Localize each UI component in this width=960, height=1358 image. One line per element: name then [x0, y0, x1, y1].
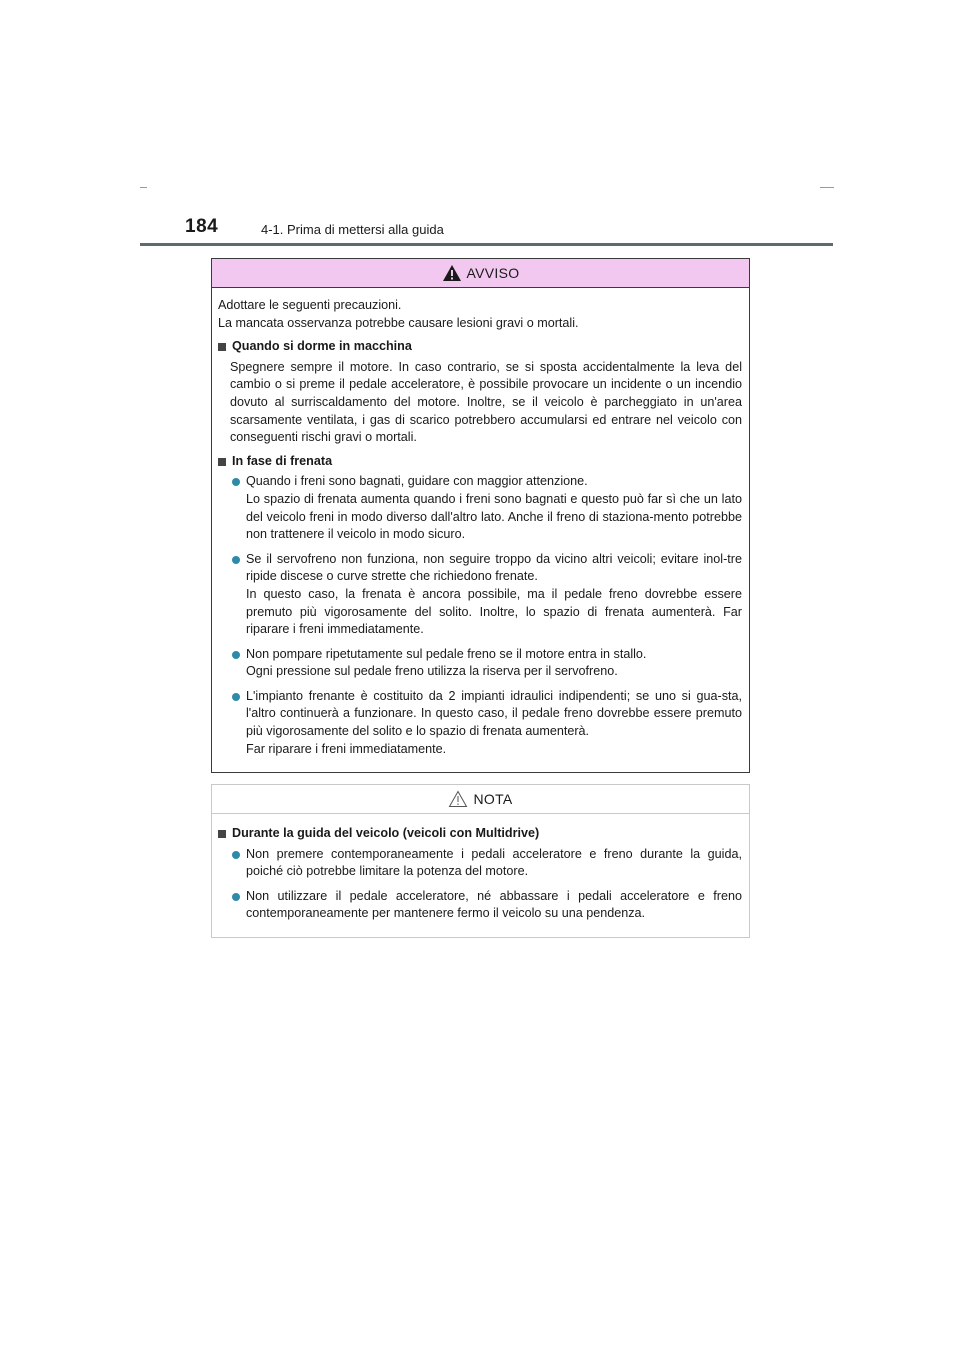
round-bullet-icon [232, 478, 240, 486]
notice-title: NOTA [473, 791, 513, 807]
caution-triangle-outline-icon [448, 790, 468, 808]
square-bullet-icon [218, 343, 226, 351]
crop-mark-left [140, 187, 147, 188]
list-item [230, 688, 742, 758]
notice-header [212, 785, 749, 814]
header-rule [140, 243, 833, 246]
warning-body [212, 288, 749, 758]
section-heading-text: In fase di frenata [232, 453, 333, 468]
warning-triangle-icon [442, 264, 462, 282]
crop-mark-right [820, 187, 834, 188]
square-bullet-icon [218, 458, 226, 466]
warning-box [211, 258, 750, 773]
round-bullet-icon [232, 851, 240, 859]
section-heading-text: Durante la guida del veicolo (veicoli con Multidrive) [232, 826, 540, 840]
bullet-line: Lo spazio di frenata aumenta quando i freni sono bagnati e questo può far sì che un lato del veicolo freni in modo diverso dall'altro lato. Anche il freno di staziona-mento potrebbe non trattenere il veicolo in modo sicuro. [246, 491, 742, 542]
intro-line: La mancata osservanza potrebbe causare lesioni gravi o mortali. [218, 315, 579, 330]
warning-title: AVVISO [466, 265, 520, 281]
round-bullet-icon [232, 693, 240, 701]
section-heading-braking [218, 453, 742, 471]
section-heading-multidrive [218, 825, 742, 843]
section-heading-text: Quando si dorme in macchina [232, 339, 412, 354]
bullet-line: In questo caso, la frenata è ancora possibile, ma il pedale freno dovrebbe essere premuto più vigorosamente del solito. Inoltre, lo spazio di frenata aumenterà. Far riparare i freni immediatamente. [246, 586, 742, 637]
warning-header [212, 259, 749, 288]
list-item [230, 888, 742, 923]
bullet-line: Quando i freni sono bagnati, guidare con maggior attenzione. [246, 474, 588, 489]
notice-body [212, 814, 749, 923]
page-number: 184 [185, 216, 219, 237]
section-text-sleeping: Spegnere sempre il motore. In caso contrario, se si sposta accidentalmente la leva del cambio o si preme il pedale acceleratore, è possibile provocare un incidente o un incendio dovuto al surriscaldamento del motore. Inoltre, se il veicolo è parcheggiato in un'area scarsamente ventilata, i gas di scarico potrebbero accumularsi ed entrare nel veicolo con conseguenti rischi gravi o mortali. [230, 359, 742, 445]
notice-box [211, 784, 750, 938]
round-bullet-icon [232, 556, 240, 564]
bullet-line: Far riparare i freni immediatamente. [246, 741, 447, 756]
bullet-line: Non pompare ripetutamente sul pedale freno se il motore entra in stallo. [246, 646, 647, 661]
warning-intro [218, 297, 742, 332]
bullet-line: Non premere contemporaneamente i pedali acceleratore e freno durante la guida, poiché ciò potrebbe limitare la potenza del motore. [246, 846, 742, 879]
page-header [185, 216, 835, 242]
intro-line: Adottare le seguenti precauzioni. [218, 298, 402, 312]
square-bullet-icon [218, 830, 226, 838]
round-bullet-icon [232, 893, 240, 901]
list-item [230, 646, 742, 681]
bullet-line: L'impianto frenante è costituito da 2 impianti idraulici indipendenti; se uno si gua-sta, l'altro continuerà a funzionare. In questo caso, il pedale freno dovrebbe essere premuto più vigorosamente del solito e lo spazio di frenata aumenterà. [246, 688, 742, 739]
list-item [230, 473, 742, 543]
list-item [230, 551, 742, 639]
round-bullet-icon [232, 651, 240, 659]
section-title: 4-1. Prima di mettersi alla guida [261, 222, 444, 237]
bullet-line: Non utilizzare il pedale acceleratore, né abbassare i pedali acceleratore e freno contemporaneamente per mantenere fermo il veicolo su una pendenza. [246, 888, 742, 921]
list-item [230, 846, 742, 881]
section-heading-sleeping [218, 338, 742, 356]
bullet-line: Ogni pressione sul pedale freno utilizza la riserva per il servofreno. [246, 664, 618, 679]
bullet-line: Se il servofreno non funziona, non seguire troppo da vicino altri veicoli; evitare inol-tre ripide discese o curve strette che richiedono frenate. [246, 551, 742, 584]
